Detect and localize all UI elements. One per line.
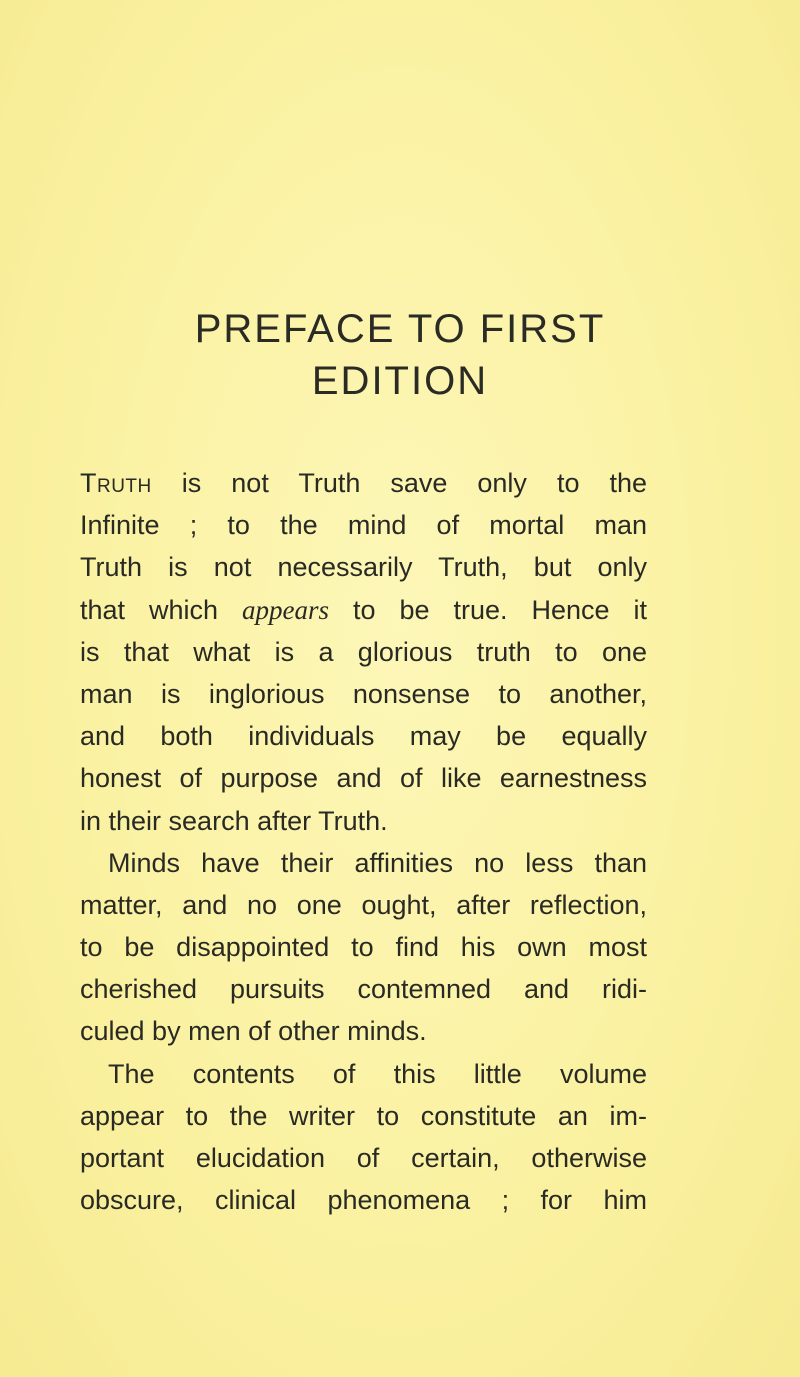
text-line: that which appears to be true. Hence it — [80, 594, 647, 625]
page-title-line-2: EDITION — [311, 359, 489, 403]
text-line: Truth is not necessarily Truth, but only — [80, 552, 647, 583]
text-line: honest of purpose and of like earnestness — [80, 763, 647, 794]
text-line: is that what is a glorious truth to one — [80, 636, 647, 667]
text-line: Truth is not Truth save only to the — [80, 468, 647, 498]
text-line: Minds have their affinities no less than — [108, 847, 647, 878]
emphasis-word: appears — [242, 594, 330, 625]
text-line: The contents of this little volume — [108, 1058, 647, 1089]
text-line: cherished pursuits contemned and ridi- — [80, 974, 647, 1005]
text-line: Infinite ; to the mind of mortal man — [80, 510, 647, 541]
page-title — [0, 303, 800, 407]
text-line: obscure, clinical phenomena ; for him — [80, 1185, 647, 1216]
page-title-line-1: PREFACE TO FIRST — [194, 307, 606, 351]
text-line: culed by men of other minds. — [80, 1016, 427, 1047]
text-line: man is inglorious nonsense to another, — [80, 678, 647, 709]
text-line: and both individuals may be equally — [80, 721, 647, 752]
text-line: in their search after Truth. — [80, 805, 388, 836]
text-line: portant elucidation of certain, otherwise — [80, 1143, 647, 1173]
text-line: to be disappointed to find his own most — [80, 932, 647, 963]
lead-word: Truth — [80, 468, 152, 498]
text-line: matter, and no one ought, after reflection, — [80, 889, 647, 920]
text-line: appear to the writer to constitute an im- — [80, 1100, 647, 1131]
preface-body — [80, 462, 647, 1221]
